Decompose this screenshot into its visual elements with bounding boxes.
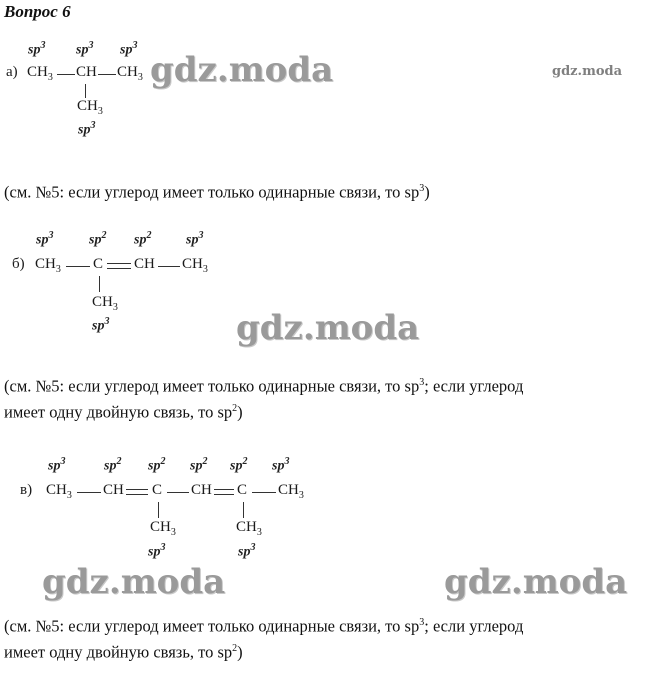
atom-c-branch-2: $CH_3$ [236, 519, 262, 538]
hyb-c-3: $sp^2$ [148, 456, 166, 474]
bond-c-branch-2 [243, 502, 244, 518]
atom-c-1: $CH_3$ [46, 482, 72, 501]
watermark-4: gdz.moda [444, 562, 628, 602]
hyb-a-3: $sp^3$ [120, 40, 138, 58]
watermark-small: gdz.moda [552, 64, 623, 79]
atom-c-6: $CH_3$ [278, 482, 304, 501]
atom-c-3: C [152, 482, 163, 498]
hyb-c-8: $sp^3$ [238, 542, 256, 560]
atom-a-branch: $CH_3$ [77, 98, 103, 117]
label-c: в) [20, 482, 33, 498]
hyb-c-6: $sp^3$ [272, 456, 290, 474]
hyb-b-2: $sp^2$ [89, 230, 107, 248]
hyb-a-4: $sp^3$ [78, 120, 96, 138]
bond-b-3 [158, 266, 180, 267]
bond-c-1 [77, 492, 101, 493]
label-b: б) [12, 256, 25, 272]
bond-c-2b [126, 494, 148, 495]
bond-c-4a [214, 489, 234, 490]
bond-a-branch [85, 84, 86, 98]
hyb-a-1: $sp^3$ [28, 40, 46, 58]
hyb-b-3: $sp^2$ [134, 230, 152, 248]
bond-c-branch-1 [158, 502, 159, 518]
atom-c-branch-1: $CH_3$ [150, 519, 176, 538]
label-a: а) [6, 64, 18, 80]
bond-b-1 [66, 266, 90, 267]
atom-b-branch: $CH_3$ [92, 294, 118, 313]
hyb-c-7: $sp^3$ [148, 542, 166, 560]
note-a: (см. №5: если углерод имеет только одинарные связи, то $sp^3$) [4, 182, 430, 202]
hyb-c-2: $sp^2$ [104, 456, 122, 474]
atom-a-3: $CH_3$ [117, 64, 143, 83]
atom-c-2: CH [103, 482, 124, 498]
hyb-c-4: $sp^2$ [190, 456, 208, 474]
atom-b-4: $CH_3$ [182, 256, 208, 275]
watermark-1: gdz.moda [150, 50, 334, 90]
watermark-3: gdz.moda [42, 562, 226, 602]
note-b: (см. №5: если углерод имеет только одинарные связи, то $sp^3$; если углерод имеет одну двойную связь, то $sp^2$) [4, 376, 524, 421]
atom-c-5: C [237, 482, 248, 498]
bond-c-5 [252, 492, 276, 493]
bond-a-2 [98, 74, 116, 75]
hyb-b-1: $sp^3$ [36, 230, 54, 248]
atom-c-4: CH [191, 482, 212, 498]
bond-a-1 [57, 74, 75, 75]
bond-c-2a [126, 489, 148, 490]
bond-c-3 [167, 492, 189, 493]
hyb-b-4: $sp^3$ [186, 230, 204, 248]
hyb-c-1: $sp^3$ [48, 456, 66, 474]
atom-b-1: $CH_3$ [35, 256, 61, 275]
hyb-a-2: $sp^3$ [76, 40, 94, 58]
bond-b-2a [107, 263, 131, 264]
bond-b-branch [99, 276, 100, 292]
atom-b-2: C [93, 256, 104, 272]
question-title: Вопрос 6 [4, 2, 71, 21]
note-c: (см. №5: если углерод имеет только одинарные связи, то $sp^3$; если углерод имеет одну двойную связь, то $sp^2$) [4, 616, 524, 661]
hyb-c-5: $sp^2$ [230, 456, 248, 474]
atom-b-3: CH [134, 256, 155, 272]
bond-c-4b [214, 494, 234, 495]
watermark-2: gdz.moda [236, 308, 420, 348]
atom-a-1: $CH_3$ [27, 64, 53, 83]
hyb-b-5: $sp^3$ [92, 316, 110, 334]
atom-a-2: CH [76, 64, 97, 80]
bond-b-2b [107, 268, 131, 269]
